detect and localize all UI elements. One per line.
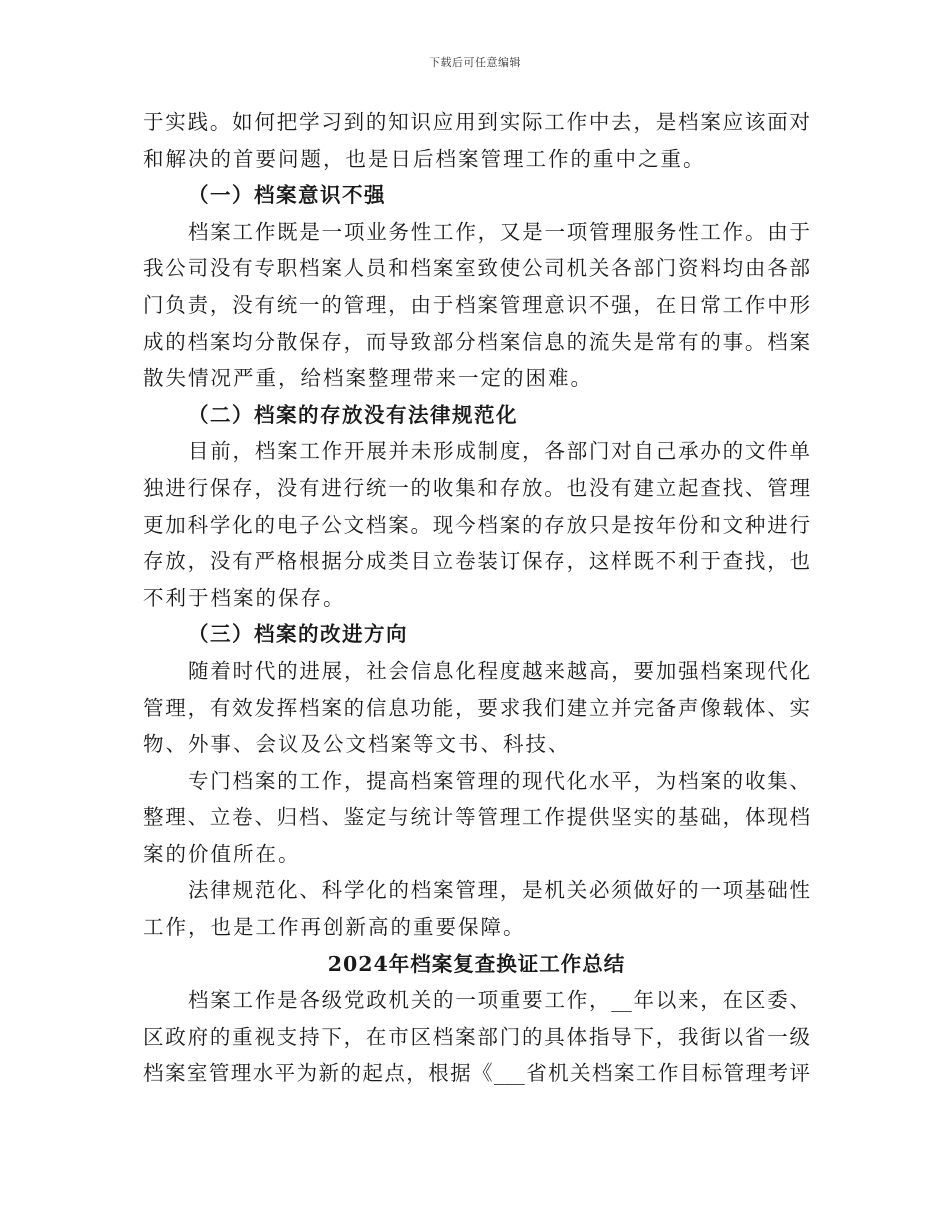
document-body [143, 104, 810, 1092]
paragraph-line: 整理、立卷、归档、鉴定与统计等管理工作提供坚实的基础，体现档 [143, 805, 810, 830]
page-header: 下载后可任意编辑 [429, 56, 521, 69]
paragraph-line: 我公司没有专职档案人员和档案室致使公司机关各部门资料均由各部 [143, 256, 810, 281]
paragraph-first-line: 专门档案的工作，提高档案管理的现代化水平，为档案的收集、 [188, 768, 810, 793]
paragraph-line: 于实践。如何把学习到的知识应用到实际工作中去，是档案应该面对 [143, 110, 810, 134]
paragraph-line: 更加科学化的电子公文档案。现今档案的存放只是按年份和文种进行 [143, 512, 810, 537]
paragraph-first-line: 目前，档案工作开展并未形成制度，各部门对自己承办的文件单 [188, 439, 810, 464]
paragraph-line: 管理，有效发挥档案的信息功能，要求我们建立并完备声像载体、实 [143, 695, 810, 720]
paragraph-first-line: 法律规范化、科学化的档案管理，是机关必须做好的一项基础性 [188, 878, 810, 903]
paragraph-line: 档案室管理水平为新的起点，根据《___省机关档案工作目标管理考评 [143, 1061, 810, 1086]
paragraph-last-line: 案的价值所在。 [143, 841, 301, 866]
paragraph-first-line: 档案工作既是一项业务性工作，又是一项管理服务性工作。由于 [188, 219, 810, 244]
paragraph-line: 区政府的重视支持下，在市区档案部门的具体指导下，我街以省一级 [143, 1024, 810, 1049]
paragraph-line: 成的档案均分散保存，而导致部分档案信息的流失是常有的事。档案 [143, 329, 810, 354]
paragraph-first-line: 档案工作是各级党政机关的一项重要工作，__年以来，在区委、 [188, 988, 810, 1013]
section-heading: （三）档案的改进方向 [188, 622, 408, 647]
paragraph-line: 存放，没有严格根据分成类目立卷装订保存，这样既不利于查找，也 [143, 549, 810, 574]
paragraph-last-line: 和解决的首要问题，也是日后档案管理工作的重中之重。 [143, 146, 706, 171]
paragraph-line: 独进行保存，没有进行统一的收集和存放。也没有建立起查找、管理 [143, 475, 810, 500]
section-heading: （二）档案的存放没有法律规范化 [188, 402, 518, 427]
paragraph-first-line: 随着时代的进展，社会信息化程度越来越高，要加强档案现代化 [188, 658, 810, 683]
document-title: 2024年档案复查换证工作总结 [327, 951, 626, 976]
paragraph-last-line: 不利于档案的保存。 [143, 585, 346, 610]
paragraph-last-line: 物、外事、会议及公文档案等文书、科技、 [143, 732, 571, 757]
paragraph-last-line: 散失情况严重，给档案整理带来一定的困难。 [143, 366, 593, 391]
section-heading: （一）档案意识不强 [188, 183, 386, 208]
paragraph-last-line: 工作，也是工作再创新高的重要保障。 [143, 915, 526, 940]
paragraph-line: 门负责，没有统一的管理，由于档案管理意识不强，在日常工作中形 [143, 292, 810, 317]
